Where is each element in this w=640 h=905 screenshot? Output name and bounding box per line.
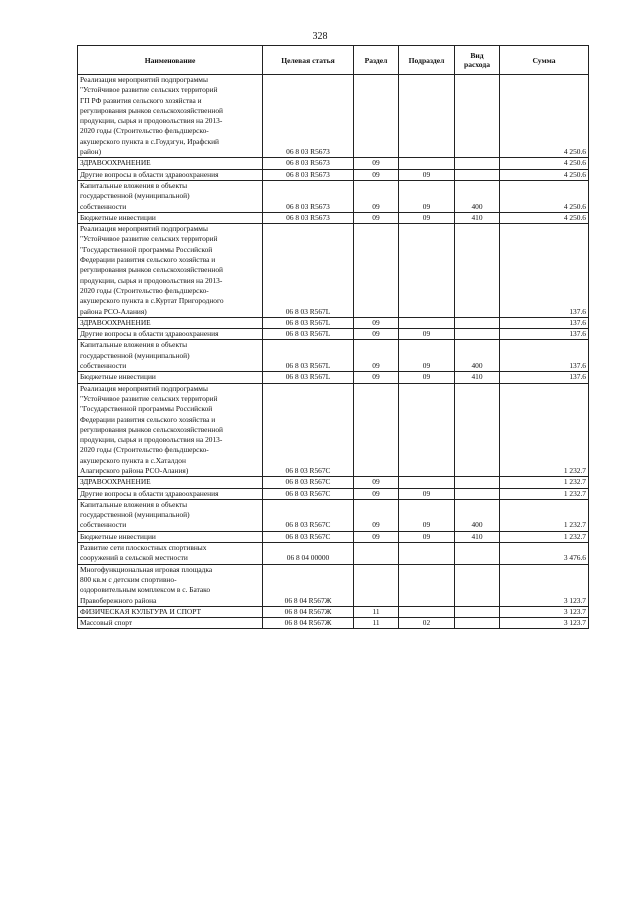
- cell-amount: 3 123.7: [500, 564, 589, 606]
- cell-subsection: [399, 317, 455, 328]
- cell-amount: 3 476.6: [500, 543, 589, 565]
- cell-expense-type: [455, 618, 500, 629]
- cell-code: 06 8 03 R567C: [263, 488, 354, 499]
- table-row: [78, 340, 589, 372]
- table-row: [78, 564, 589, 606]
- cell-name: Бюджетные инвестиции: [78, 531, 263, 542]
- header-amount: Сумма: [500, 46, 589, 75]
- cell-name: Реализация мероприятий подпрограммы "Устойчивое развитие сельских территорий ГП РФ развития сельского хозяйства и регулирования рынков сельскохозяйственной продукции, сырья и продовольствия на 2013- 2020 годы (Строительство фельдшерско- акушерского пункта в с.Гоудзгун, Ирафский район): [78, 75, 263, 158]
- cell-section: [354, 75, 399, 158]
- cell-name: Другие вопросы в области здравоохранения: [78, 169, 263, 180]
- cell-name: ФИЗИЧЕСКАЯ КУЛЬТУРА И СПОРТ: [78, 606, 263, 617]
- cell-subsection: 09: [399, 372, 455, 383]
- cell-code: 06 8 03 R567L: [263, 224, 354, 318]
- header-section: Раздел: [354, 46, 399, 75]
- cell-amount: 4 250.6: [500, 180, 589, 212]
- cell-amount: 137.6: [500, 372, 589, 383]
- cell-code: 06 8 03 R567L: [263, 340, 354, 372]
- cell-subsection: [399, 224, 455, 318]
- cell-code: 06 8 04 R567Ж: [263, 618, 354, 629]
- cell-subsection: 09: [399, 531, 455, 542]
- cell-section: [354, 383, 399, 477]
- cell-name: Другие вопросы в области здравоохранения: [78, 329, 263, 340]
- cell-section: 09: [354, 212, 399, 223]
- cell-code: 06 8 03 R567C: [263, 499, 354, 531]
- cell-expense-type: [455, 317, 500, 328]
- cell-expense-type: [455, 477, 500, 488]
- table-row: [78, 488, 589, 499]
- cell-section: 09: [354, 531, 399, 542]
- cell-amount: 3 123.7: [500, 606, 589, 617]
- cell-amount: 1 232.7: [500, 383, 589, 477]
- cell-expense-type: [455, 329, 500, 340]
- cell-code: 06 8 03 R5673: [263, 75, 354, 158]
- cell-section: 09: [354, 340, 399, 372]
- header-expense-type: Вид расхода: [455, 46, 500, 75]
- cell-section: 09: [354, 499, 399, 531]
- cell-subsection: 09: [399, 169, 455, 180]
- cell-subsection: [399, 477, 455, 488]
- table-row: [78, 212, 589, 223]
- cell-expense-type: 400: [455, 340, 500, 372]
- cell-name: Другие вопросы в области здравоохранения: [78, 488, 263, 499]
- table-row: [78, 169, 589, 180]
- cell-code: 06 8 03 R5673: [263, 158, 354, 169]
- cell-amount: 137.6: [500, 317, 589, 328]
- cell-name: Реализация мероприятий подпрограммы "Устойчивое развитие сельских территорий "Государственной программы Российской Федерации развития сельского хозяйства и регулирования рынков сельскохозяйственной продукции, сырья и продовольствия на 2013- 2020 годы (Строительство фельдшерско- акушерского пункта в с.Хаталдон Алагирского района РСО-Алания): [78, 383, 263, 477]
- cell-section: 11: [354, 618, 399, 629]
- cell-section: 09: [354, 488, 399, 499]
- cell-expense-type: [455, 75, 500, 158]
- cell-code: 06 8 04 00000: [263, 543, 354, 565]
- cell-code: 06 8 03 R567C: [263, 383, 354, 477]
- cell-amount: 4 250.6: [500, 212, 589, 223]
- cell-section: [354, 224, 399, 318]
- cell-amount: 1 232.7: [500, 488, 589, 499]
- table-row: [78, 180, 589, 212]
- table-row: [78, 329, 589, 340]
- cell-subsection: [399, 606, 455, 617]
- table-row: [78, 543, 589, 565]
- table-row: [78, 317, 589, 328]
- cell-section: 09: [354, 169, 399, 180]
- cell-expense-type: 410: [455, 212, 500, 223]
- cell-expense-type: [455, 606, 500, 617]
- cell-expense-type: 410: [455, 531, 500, 542]
- cell-section: 09: [354, 329, 399, 340]
- cell-code: 06 8 03 R567C: [263, 477, 354, 488]
- page-number: 328: [312, 31, 328, 42]
- table-row: [78, 383, 589, 477]
- budget-table: [77, 45, 589, 629]
- cell-subsection: 09: [399, 212, 455, 223]
- header-code: Целевая статья: [263, 46, 354, 75]
- cell-expense-type: [455, 383, 500, 477]
- cell-amount: 1 232.7: [500, 477, 589, 488]
- table-row: [78, 477, 589, 488]
- cell-expense-type: [455, 224, 500, 318]
- cell-subsection: 09: [399, 488, 455, 499]
- table-row: [78, 499, 589, 531]
- cell-section: [354, 564, 399, 606]
- cell-code: 06 8 03 R5673: [263, 212, 354, 223]
- cell-code: 06 8 03 R567L: [263, 329, 354, 340]
- cell-expense-type: 410: [455, 372, 500, 383]
- cell-code: 06 8 03 R567L: [263, 317, 354, 328]
- cell-expense-type: [455, 488, 500, 499]
- table-row: [78, 531, 589, 542]
- cell-subsection: 09: [399, 340, 455, 372]
- cell-section: 09: [354, 317, 399, 328]
- table-row: [78, 372, 589, 383]
- cell-subsection: 09: [399, 329, 455, 340]
- cell-amount: 137.6: [500, 329, 589, 340]
- table-row: [78, 224, 589, 318]
- cell-name: Развитие сети плоскостных спортивных сооружений в сельской местности: [78, 543, 263, 565]
- cell-subsection: 09: [399, 180, 455, 212]
- cell-code: 06 8 03 R567C: [263, 531, 354, 542]
- cell-section: 09: [354, 180, 399, 212]
- cell-name: Капитальные вложения в объекты государственной (муниципальной) собственности: [78, 340, 263, 372]
- cell-amount: 4 250.6: [500, 169, 589, 180]
- cell-name: ЗДРАВООХРАНЕНИЕ: [78, 317, 263, 328]
- cell-section: [354, 543, 399, 565]
- cell-name: Капитальные вложения в объекты государственной (муниципальной) собственности: [78, 499, 263, 531]
- cell-subsection: [399, 543, 455, 565]
- cell-section: 11: [354, 606, 399, 617]
- table-row: [78, 75, 589, 158]
- cell-code: 06 8 03 R567L: [263, 372, 354, 383]
- cell-amount: 4 250.6: [500, 75, 589, 158]
- cell-amount: 1 232.7: [500, 499, 589, 531]
- cell-subsection: [399, 564, 455, 606]
- cell-amount: 3 123.7: [500, 618, 589, 629]
- cell-code: 06 8 04 R567Ж: [263, 606, 354, 617]
- table-row: [78, 618, 589, 629]
- cell-name: Бюджетные инвестиции: [78, 212, 263, 223]
- cell-amount: 137.6: [500, 340, 589, 372]
- cell-subsection: [399, 383, 455, 477]
- cell-section: 09: [354, 372, 399, 383]
- cell-subsection: 09: [399, 499, 455, 531]
- cell-expense-type: [455, 543, 500, 565]
- cell-name: Бюджетные инвестиции: [78, 372, 263, 383]
- cell-section: 09: [354, 158, 399, 169]
- cell-name: Реализация мероприятий подпрограммы "Устойчивое развитие сельских территорий "Государственной программы Российской Федерации развития сельского хозяйства и регулирования рынков сельскохозяйственной продукции, сырья и продовольствия на 2013- 2020 годы (Строительство фельдшерско- акушерского пункта в с.Куртат Пригородного района РСО-Алания): [78, 224, 263, 318]
- cell-code: 06 8 04 R567Ж: [263, 564, 354, 606]
- header-name: Наименование: [78, 46, 263, 75]
- cell-name: Многофункциональная игровая площадка 800 кв.м с детским спортивно- оздоровительным комплексом в с. Батако Правобережного района: [78, 564, 263, 606]
- cell-expense-type: 400: [455, 499, 500, 531]
- cell-name: ЗДРАВООХРАНЕНИЕ: [78, 158, 263, 169]
- cell-amount: 1 232.7: [500, 531, 589, 542]
- cell-subsection: [399, 158, 455, 169]
- cell-subsection: [399, 75, 455, 158]
- cell-name: Массовый спорт: [78, 618, 263, 629]
- cell-expense-type: [455, 169, 500, 180]
- cell-amount: 4 250.6: [500, 158, 589, 169]
- cell-expense-type: [455, 564, 500, 606]
- table-body: [78, 75, 589, 629]
- cell-section: 09: [354, 477, 399, 488]
- cell-amount: 137.6: [500, 224, 589, 318]
- cell-name: ЗДРАВООХРАНЕНИЕ: [78, 477, 263, 488]
- cell-subsection: 02: [399, 618, 455, 629]
- table-header-row: [78, 46, 589, 75]
- table-row: [78, 158, 589, 169]
- cell-expense-type: 400: [455, 180, 500, 212]
- table-row: [78, 606, 589, 617]
- cell-expense-type: [455, 158, 500, 169]
- header-subsection: Подраздел: [399, 46, 455, 75]
- cell-name: Капитальные вложения в объекты государственной (муниципальной) собственности: [78, 180, 263, 212]
- cell-code: 06 8 03 R5673: [263, 169, 354, 180]
- cell-code: 06 8 03 R5673: [263, 180, 354, 212]
